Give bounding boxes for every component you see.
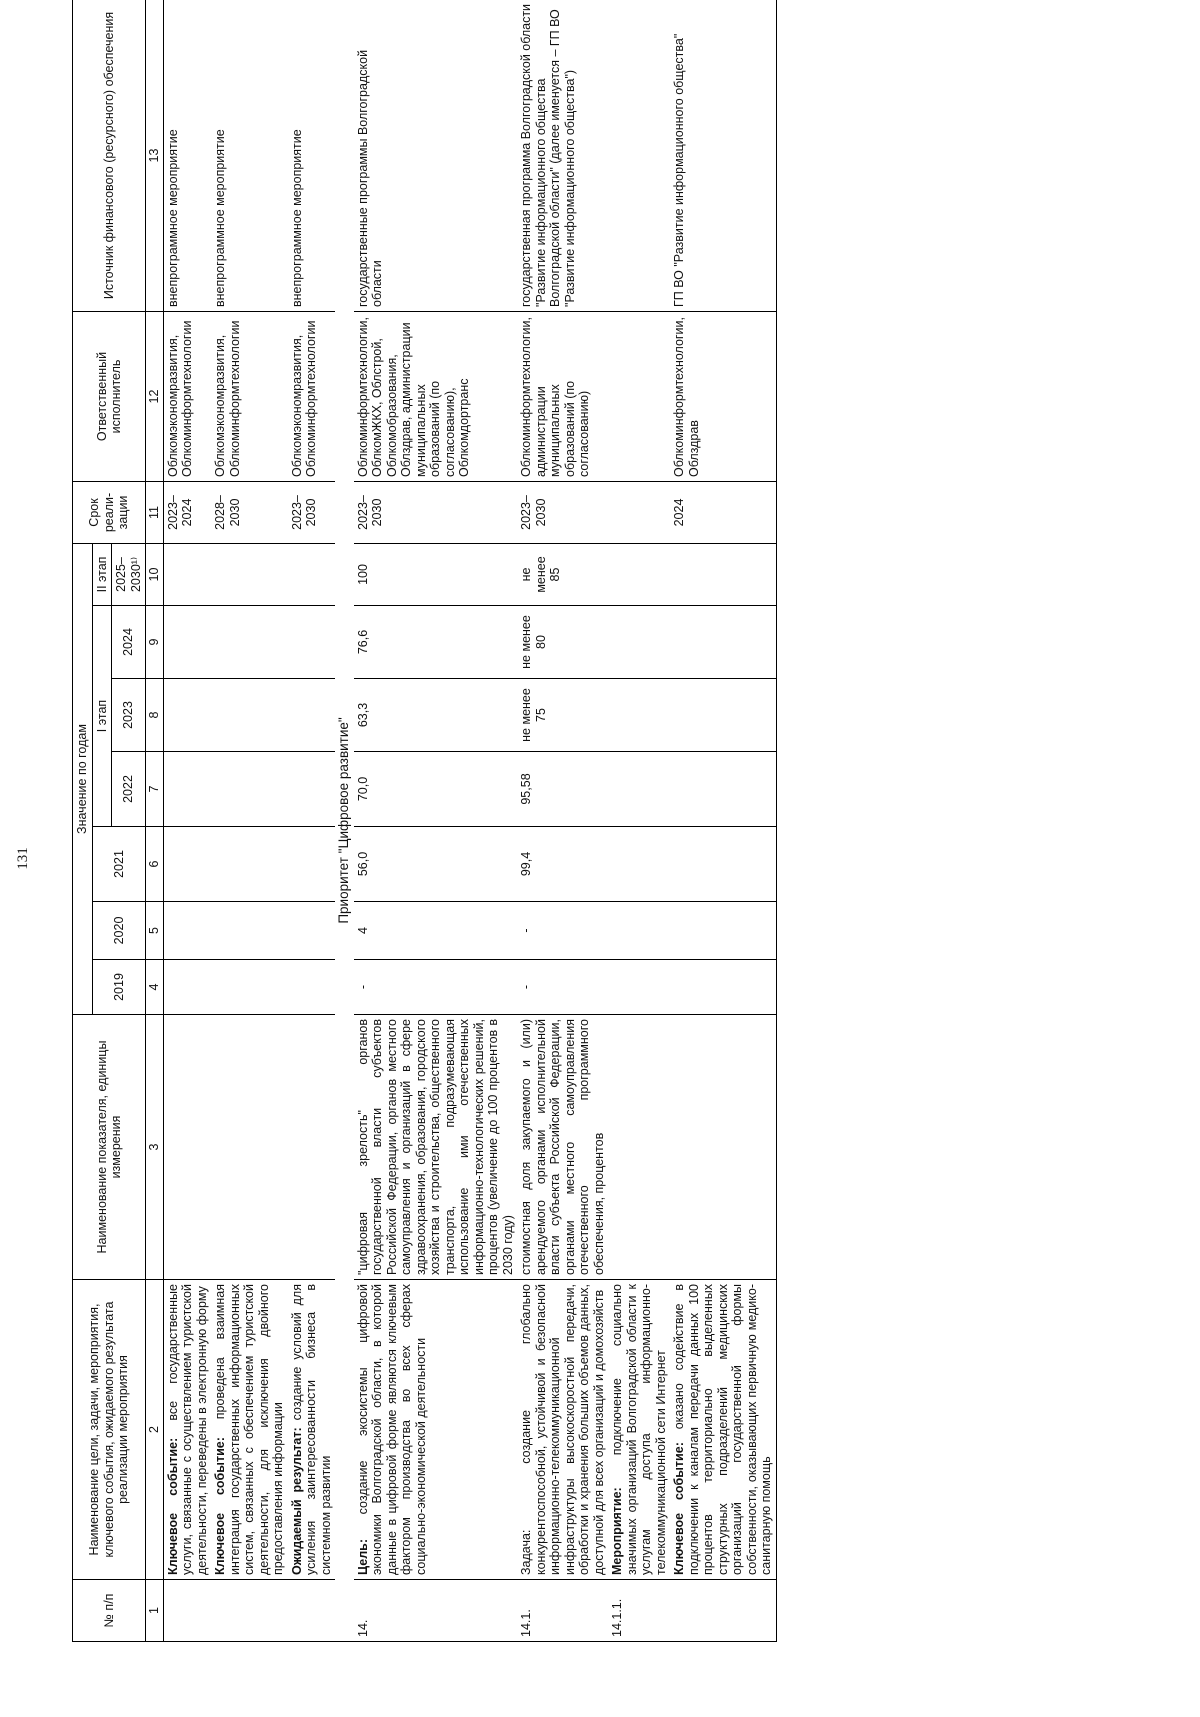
value-2022 xyxy=(163,752,211,827)
row-term: 2024 xyxy=(670,481,776,543)
value-2021 xyxy=(211,827,288,902)
value-2025-2030 xyxy=(163,543,211,605)
value-2023 xyxy=(163,679,211,752)
row-name xyxy=(517,1280,608,1580)
row-name xyxy=(211,1280,288,1580)
row-num xyxy=(670,1580,776,1642)
value-2019 xyxy=(608,960,670,1015)
row-num: 14.1.1. xyxy=(608,1580,670,1642)
value-2020 xyxy=(670,902,776,960)
row-name xyxy=(288,1280,336,1580)
value-2023: не менее 75 xyxy=(517,679,608,752)
action-plan-table xyxy=(72,0,777,1642)
value-2019 xyxy=(288,960,336,1015)
value-2019: - xyxy=(354,960,518,1015)
value-2019 xyxy=(211,960,288,1015)
row-indicator: стоимостная доля закупаемого и (или) арендуемого органами исполнительной власти субъекта Российской Федерации, органами местного самоуправления отечественного программного обеспечения, процентов xyxy=(517,1015,608,1280)
value-2022 xyxy=(211,752,288,827)
value-2019 xyxy=(163,960,211,1015)
row-name xyxy=(163,1280,211,1580)
row-indicator xyxy=(288,1015,336,1280)
header-num: № п/п xyxy=(73,1580,146,1642)
header-2019: 2019 xyxy=(92,960,146,1015)
column-number: 13 xyxy=(146,0,164,311)
row-indicator xyxy=(608,1015,670,1280)
header-2024: 2024 xyxy=(112,606,146,679)
value-2025-2030: 100 xyxy=(354,543,518,605)
row-source: внепрограммное мероприятие xyxy=(288,0,336,311)
row-text: проведена взаимная интеграция государственных информационных систем, связанных с обеспечением туристской деятельности, для исключения двойного предоставления информации xyxy=(213,1283,285,1575)
table-row xyxy=(288,0,336,1642)
header-2020: 2020 xyxy=(92,902,146,960)
row-executor: Облкоминформтехнологии, администрации муниципальных образований (по согласованию) xyxy=(517,311,608,481)
value-2025-2030 xyxy=(288,543,336,605)
table-header xyxy=(73,0,146,1642)
value-2021 xyxy=(163,827,211,902)
value-2021 xyxy=(670,827,776,902)
value-2024: не менее 80 xyxy=(517,606,608,679)
row-num: 14.1. xyxy=(517,1580,608,1642)
value-2022: 70,0 xyxy=(354,752,518,827)
value-2024 xyxy=(670,606,776,679)
row-text: все государственные услуги, связанные с осуществлением туристской деятельности, переведены в электронную форму xyxy=(165,1284,209,1575)
value-2025-2030: не менее 85 xyxy=(517,543,608,605)
value-2024 xyxy=(608,606,670,679)
row-term: 2023– 2030 xyxy=(517,481,608,543)
table-row xyxy=(211,0,288,1642)
row-term: 2023– 2024 xyxy=(163,481,211,543)
value-2020 xyxy=(608,902,670,960)
row-text: создание экосистемы цифровой экономики Волгоградской области, в которой данные в цифровой форме являются ключевым фактором производства во всех сферах социально-экономической деятельности xyxy=(355,1284,428,1575)
value-2023 xyxy=(608,679,670,752)
row-num: 14. xyxy=(354,1580,518,1642)
row-source: внепрограммное мероприятие xyxy=(163,0,211,311)
row-executor: Облкоминформтехнологии, Облздрав xyxy=(670,311,776,481)
table-row xyxy=(517,0,608,1642)
row-text: создание условий для усиления заинтересованности бизнеса в системном развитии xyxy=(289,1284,333,1575)
priority-row xyxy=(335,0,354,1642)
table-row xyxy=(670,0,776,1642)
header-2023: 2023 xyxy=(112,679,146,752)
row-term: 2028– 2030 xyxy=(211,481,288,543)
row-text: подключение социально значимых организаций Волгоградской области к услугам доступа информационно-телекоммуникационной сети Интернет xyxy=(610,1284,668,1575)
row-indicator xyxy=(670,1015,776,1280)
row-label: Мероприятие: xyxy=(610,1487,624,1575)
value-2023: 63,3 xyxy=(354,679,518,752)
header-2025-2030: 2025– 2030¹⁾ xyxy=(112,543,146,605)
row-num xyxy=(288,1580,336,1642)
row-executor: Облкомэкономразвития, Облкоминформтехнологии xyxy=(211,311,288,481)
column-number: 5 xyxy=(146,902,164,960)
column-number: 7 xyxy=(146,752,164,827)
header-2022: 2022 xyxy=(112,752,146,827)
row-name xyxy=(354,1280,518,1580)
header-2021: 2021 xyxy=(92,827,146,902)
header-term: Срок реали- зации xyxy=(73,481,146,543)
header-source: Источник финансового (ресурсного) обеспечения xyxy=(73,0,146,311)
value-2020: - xyxy=(517,902,608,960)
value-2022 xyxy=(670,752,776,827)
row-indicator: "цифровая зрелость" органов государственной власти субъектов Российской Федерации, органов местного самоуправления и организаций в сфере здравоохранения, образования, городского хозяйства и строительства, общественного транспорта, подразумевающая использование ими отечественных информационно-технологических решений, процентов (увеличение до 100 процентов в 2030 году) xyxy=(354,1015,518,1280)
value-2022 xyxy=(288,752,336,827)
column-number-row xyxy=(146,0,164,1642)
table-row xyxy=(354,0,518,1642)
value-2023 xyxy=(211,679,288,752)
header-values-by-year: Значение по годам xyxy=(73,543,93,1014)
row-source: государственные программы Волгоградской области xyxy=(354,0,518,311)
value-2021: 56,0 xyxy=(354,827,518,902)
column-number: 3 xyxy=(146,1015,164,1280)
value-2020 xyxy=(163,902,211,960)
value-2021: 99,4 xyxy=(517,827,608,902)
value-2023 xyxy=(670,679,776,752)
row-name xyxy=(670,1280,776,1580)
column-number: 4 xyxy=(146,960,164,1015)
row-source: государственная программа Волгоградской области "Развитие информационного общества Волгоградской области" (далее именуется – ГП ВО "Развитие информационного общества") xyxy=(517,0,608,311)
page-number: 131 xyxy=(15,847,31,870)
column-number: 2 xyxy=(146,1280,164,1580)
row-indicator xyxy=(163,1015,211,1280)
table-row xyxy=(163,0,211,1642)
header-name: Наименование цели, задачи, мероприятия, ключевого события, ожидаемого результата реализации мероприятия xyxy=(73,1280,146,1580)
value-2021 xyxy=(288,827,336,902)
column-number: 8 xyxy=(146,679,164,752)
row-executor: Облкомэкономразвития, Облкоминформтехнологии xyxy=(288,311,336,481)
value-2024 xyxy=(211,606,288,679)
row-term: 2023– 2030 xyxy=(288,481,336,543)
row-executor: Облкоминформтехнологии, ОблкомЖКХ, Облстрой, Облкомобразования, Облздрав, администрации муниципальных образований (по согласованию), Облкомдортранс xyxy=(354,311,518,481)
column-number: 1 xyxy=(146,1580,164,1642)
row-label: Ожидаемый результат: xyxy=(289,1427,304,1575)
row-term: 2023– 2030 xyxy=(354,481,518,543)
row-label: Ключевое событие: xyxy=(165,1437,180,1575)
value-2020 xyxy=(211,902,288,960)
table-row xyxy=(608,0,670,1642)
column-number: 6 xyxy=(146,827,164,902)
column-number: 10 xyxy=(146,543,164,605)
row-source: внепрограммное мероприятие xyxy=(211,0,288,311)
value-2023 xyxy=(288,679,336,752)
value-2024 xyxy=(288,606,336,679)
row-executor xyxy=(608,311,670,481)
value-2021 xyxy=(608,827,670,902)
value-2024 xyxy=(163,606,211,679)
value-2025-2030 xyxy=(211,543,288,605)
row-label: Ключевое событие: xyxy=(672,1442,686,1575)
value-2020 xyxy=(288,902,336,960)
table-body xyxy=(146,0,777,1642)
value-2019: - xyxy=(517,960,608,1015)
priority-title: Приоритет "Цифровое развитие" xyxy=(335,0,354,1642)
value-2025-2030 xyxy=(608,543,670,605)
row-executor: Облкомэкономразвития, Облкоминформтехнологии xyxy=(163,311,211,481)
row-text: создание глобально конкурентоспособной, устойчивой и безопасной информационно-телекоммуникационной инфраструктуры высокоскоростной передачи, обработки и хранения больших объемов данных, доступной для всех организаций и домохозяйств xyxy=(519,1284,606,1575)
row-label: Ключевое событие: xyxy=(213,1437,227,1575)
row-source xyxy=(608,0,670,311)
row-text: оказано содействие в подключении к каналам передачи данных 100 процентов территориально выделенных структурных подразделений медицинских организаций государственной формы собственности, оказывающих первичную медико-санитарную помощь xyxy=(672,1284,773,1575)
header-stage-2: II этап xyxy=(92,543,112,605)
value-2020: 4 xyxy=(354,902,518,960)
column-number: 11 xyxy=(146,481,164,543)
header-executor: Ответственный исполнитель xyxy=(73,311,146,481)
value-2025-2030 xyxy=(670,543,776,605)
row-label: Цель: xyxy=(355,1538,370,1575)
header-stage-1: I этап xyxy=(92,606,112,827)
column-number: 9 xyxy=(146,606,164,679)
value-2024: 76,6 xyxy=(354,606,518,679)
row-term xyxy=(608,481,670,543)
value-2019 xyxy=(670,960,776,1015)
header-indicator: Наименование показателя, единицы измерения xyxy=(73,1015,146,1280)
row-label: Задача: xyxy=(519,1529,533,1575)
value-2022: 95,58 xyxy=(517,752,608,827)
row-num xyxy=(211,1580,288,1642)
column-number: 12 xyxy=(146,311,164,481)
row-name xyxy=(608,1280,670,1580)
value-2022 xyxy=(608,752,670,827)
row-source: ГП ВО "Развитие информационного общества" xyxy=(670,0,776,311)
row-num xyxy=(163,1580,211,1642)
row-indicator xyxy=(211,1015,288,1280)
